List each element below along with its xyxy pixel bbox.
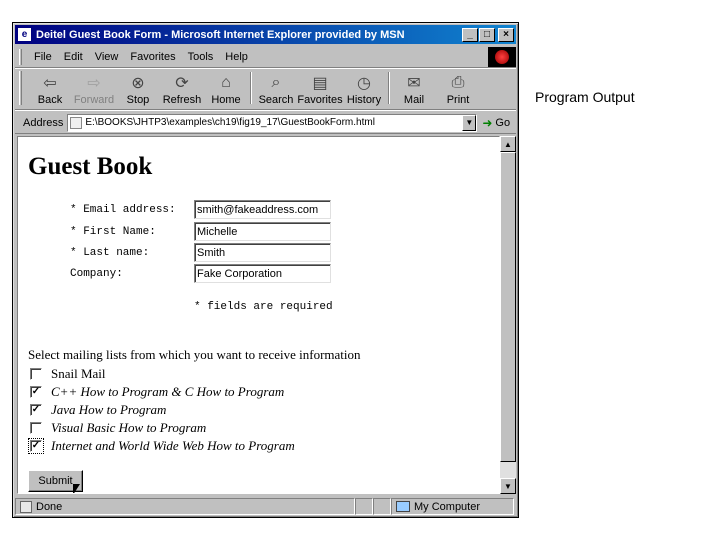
scroll-down-button[interactable]: ▼: [500, 478, 516, 494]
go-arrow-icon: ➜: [482, 115, 493, 130]
required-note: * fields are required: [194, 301, 333, 313]
email-row: [70, 200, 331, 219]
checkbox-java[interactable]: ✓: [31, 404, 41, 415]
menu-help[interactable]: Help: [225, 50, 248, 63]
my-computer-icon: [396, 501, 410, 512]
last-name-row: [70, 243, 331, 262]
menu-view[interactable]: View: [94, 50, 119, 63]
checkbox-cpp[interactable]: ✓: [31, 386, 41, 397]
print-icon: ⎙: [451, 74, 465, 91]
msn-logo-icon: [488, 47, 516, 67]
address-dropdown-button[interactable]: ▼: [462, 115, 476, 131]
program-output-label: Program Output: [535, 89, 635, 105]
status-pane-blank-2: [373, 498, 391, 515]
window-controls: [461, 28, 514, 42]
stop-button[interactable]: ⊗ Stop: [116, 72, 160, 106]
refresh-icon: ⟳: [175, 75, 189, 92]
mailing-option-iw3[interactable]: ✓ Internet and World Wide Web How to Program: [31, 438, 295, 453]
ie-logo-icon: e: [17, 27, 32, 42]
menu-favorites[interactable]: Favorites: [130, 50, 176, 63]
checkbox-iw3[interactable]: ✓: [31, 440, 41, 451]
submit-button[interactable]: Submit: [28, 470, 83, 492]
close-button[interactable]: ×: [498, 28, 514, 42]
email-field[interactable]: [194, 200, 331, 219]
mailing-option-vb[interactable]: Visual Basic How to Program: [30, 420, 206, 436]
last-name-field[interactable]: [194, 243, 331, 262]
menu-edit[interactable]: Edit: [63, 50, 83, 63]
menu-file[interactable]: File: [34, 50, 52, 63]
mailing-option-java[interactable]: ✓ Java How to Program: [31, 402, 167, 417]
zone-text: My Computer: [414, 500, 481, 513]
company-label: Company:: [70, 267, 123, 280]
mail-button[interactable]: ✉ Mail: [392, 72, 436, 106]
checkbox-vb[interactable]: [30, 422, 42, 434]
vertical-scrollbar[interactable]: [500, 136, 516, 494]
mailing-option-cpp[interactable]: ✓ C++ How to Program & C How to Program: [31, 384, 285, 399]
company-row: [70, 264, 331, 283]
first-name-label: * First Name:: [70, 225, 156, 238]
forward-arrow-icon: ⇨: [87, 75, 101, 92]
standard-toolbar: [15, 70, 516, 110]
status-pane-blank: [355, 498, 373, 515]
toolbar-separator: [250, 72, 252, 104]
history-icon: ◷: [357, 75, 371, 92]
home-button[interactable]: ⌂ Home: [211, 74, 241, 106]
refresh-button[interactable]: ⟳ Refresh: [160, 72, 204, 106]
status-pane-zone: [391, 498, 514, 515]
mail-icon: ✉: [407, 75, 421, 92]
toolbar-separator: [388, 72, 390, 104]
toolbar-grip[interactable]: [19, 71, 22, 105]
browser-window: [12, 22, 519, 518]
favorites-icon: ▤: [312, 75, 328, 92]
page-content: [17, 136, 500, 494]
title-bar[interactable]: [15, 25, 516, 44]
page-done-icon: [20, 501, 32, 513]
stop-icon: ⊗: [131, 75, 145, 92]
scroll-up-button[interactable]: ▲: [500, 136, 516, 152]
last-name-label: * Last name:: [70, 246, 150, 259]
menu-grip[interactable]: [19, 49, 22, 65]
search-button[interactable]: ⌕ Search: [258, 74, 294, 106]
address-input[interactable]: [67, 114, 477, 132]
scroll-thumb[interactable]: [500, 152, 516, 462]
company-field[interactable]: [194, 264, 331, 283]
email-label: * Email address:: [70, 203, 176, 216]
mailing-option-snail-mail[interactable]: Snail Mail: [30, 366, 106, 382]
checkbox-snail-mail[interactable]: [30, 368, 42, 380]
address-label: Address: [23, 116, 64, 129]
maximize-button[interactable]: □: [479, 28, 495, 42]
page-title: Guest Book: [28, 153, 153, 180]
mailing-heading: Select mailing lists from which you want to receive information: [28, 347, 361, 362]
history-button[interactable]: ◷ History: [342, 72, 386, 106]
minimize-button[interactable]: _: [462, 28, 478, 42]
first-name-field[interactable]: [194, 222, 331, 241]
status-pane-main: [15, 498, 355, 515]
print-button[interactable]: ⎙ Print: [446, 74, 470, 106]
search-icon: ⌕: [271, 74, 281, 91]
address-value: E:\BOOKS\JHTP3\examples\ch19\fig19_17\GuestBookForm.html: [85, 117, 375, 128]
forward-button[interactable]: ⇨ Forward: [72, 72, 116, 106]
window-title: Deitel Guest Book Form - Microsoft Internet Explorer provided by MSN: [36, 28, 405, 41]
home-icon: ⌂: [221, 74, 231, 91]
mouse-cursor-icon: [73, 484, 80, 494]
go-button[interactable]: ➜ Go: [482, 115, 511, 130]
menu-tools[interactable]: Tools: [187, 50, 214, 63]
page-icon: [70, 117, 82, 129]
first-name-row: [70, 222, 331, 241]
address-bar: [15, 112, 516, 134]
favorites-button[interactable]: ▤ Favorites: [298, 72, 342, 106]
menu-bar: [15, 46, 516, 68]
status-text: Done: [36, 500, 63, 513]
status-bar: [15, 497, 516, 516]
back-arrow-icon: ⇦: [43, 75, 57, 92]
back-button[interactable]: ⇦ Back: [28, 72, 72, 106]
